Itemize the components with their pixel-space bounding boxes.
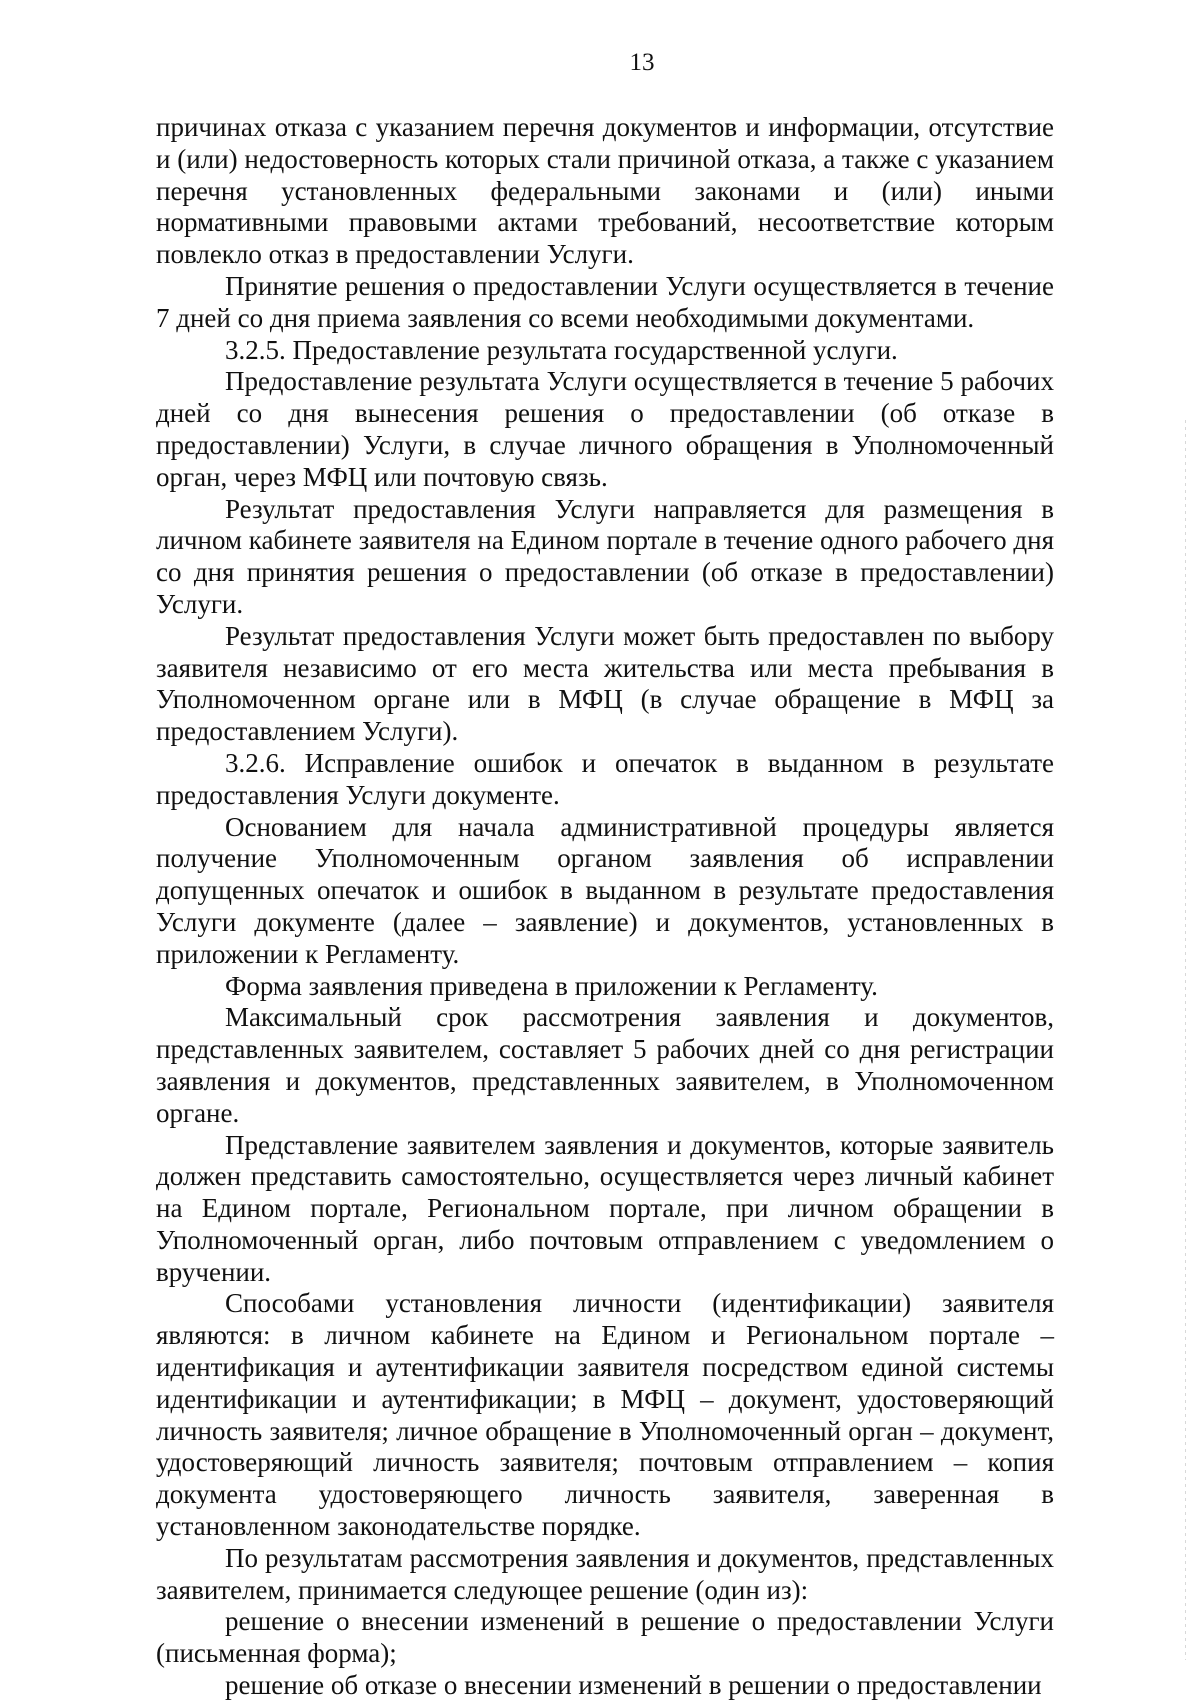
paragraph: Результат предоставления Услуги направляется для размещения в личном кабинете заявителя на Едином портале в течение одного рабочего дня со дня принятия решения о предоставлении (об отказе в предоставлении) Услуги. [156, 493, 1054, 619]
paragraph: Предоставление результата Услуги осуществляется в течение 5 рабочих дней со дня вынесения решения о предоставлении (об отказе в предоставлении) Услуги, в случае личного обращения в Уполномоченный орган, через МФЦ или почтовую связь. [156, 366, 1054, 492]
paragraph: Основанием для начала административной процедуры является получение Уполномоченным органом заявления об исправлении допущенных опечаток и ошибок в выданном в результате предоставления Услуги документе (далее – заявление) и документов, установленных в приложении к Регламенту. [156, 811, 1054, 969]
list-item: решение об отказе о внесении изменений в решении о предоставлении [225, 1670, 1042, 1701]
scan-edge-mark [1185, 420, 1186, 1660]
section-heading: 3.2.5. Предоставление результата государственной услуги. [225, 334, 898, 365]
paragraph: Принятие решения о предоставлении Услуги осуществляется в течение 7 дней со дня приема заявления со всеми необходимыми документами. [156, 270, 1054, 333]
paragraph: Способами установления личности (идентификации) заявителя являются: в личном кабинете на Едином и Региональном портале – идентификация и аутентификации заявителя посредством единой системы идентификации и аутентификации; в МФЦ – документ, удостоверяющий личность заявителя; личное обращение в Уполномоченный орган – документ, удостоверяющий личность заявителя; почтовым отправлением – копия документа удостоверяющего личность заявителя, заверенная в установленном законодательстве порядке. [156, 1288, 1054, 1542]
page-number: 13 [629, 49, 655, 76]
list-item: решение о внесении изменений в решение о предоставлении Услуги (письменная форма); [156, 1606, 1054, 1669]
paragraph: По результатам рассмотрения заявления и документов, представленных заявителем, принимается следующее решение (один из): [156, 1542, 1054, 1605]
section-heading: 3.2.6. Исправление ошибок и опечаток в выданном в результате предоставления Услуги документе. [156, 747, 1054, 810]
paragraph: Форма заявления приведена в приложении к Регламенту. [225, 970, 878, 1001]
paragraph: Представление заявителем заявления и документов, которые заявитель должен представить самостоятельно, осуществляется через личный кабинет на Едином портале, Региональном портале, при личном обращении в Уполномоченный орган, либо почтовым отправлением с уведомлением о вручении. [156, 1129, 1054, 1287]
document-body [156, 112, 1054, 1702]
paragraph: Максимальный срок рассмотрения заявления и документов, представленных заявителем, составляет 5 рабочих дней со дня регистрации заявления и документов, представленных заявителем, в Уполномоченном органе. [156, 1002, 1054, 1128]
paragraph: причинах отказа с указанием перечня документов и информации, отсутствие и (или) недостоверность которых стали причиной отказа, а также с указанием перечня установленных федеральными законами и (или) иными нормативными правовыми актами требований, несоответствие которым повлекло отказ в предоставлении Услуги. [156, 112, 1054, 270]
paragraph: Результат предоставления Услуги может быть предоставлен по выбору заявителя независимо от его места жительства или места пребывания в Уполномоченном органе или в МФЦ (в случае обращение в МФЦ за предоставлением Услуги). [156, 620, 1054, 747]
